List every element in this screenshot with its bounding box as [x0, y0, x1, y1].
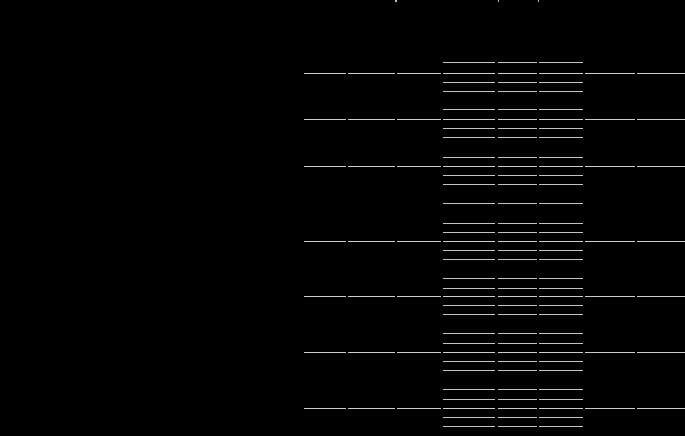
row-separator-rule-segment	[397, 241, 442, 242]
row-separator-rule-segment	[304, 166, 346, 167]
subrow-rule-segment	[539, 82, 583, 83]
row-separator-rule-segment	[539, 166, 583, 167]
row-separator-rule-segment	[443, 296, 496, 297]
subrow-rule-segment	[539, 157, 583, 158]
subrow-rule-segment	[498, 288, 537, 289]
row-separator-rule-segment	[637, 73, 685, 74]
row-separator-rule-segment	[585, 73, 635, 74]
row-separator-rule-segment	[498, 296, 537, 297]
row-separator-rule-segment	[585, 241, 635, 242]
subrow-rule-segment	[498, 157, 537, 158]
subrow-rule-segment	[443, 343, 496, 344]
subrow-rule-segment	[539, 128, 583, 129]
row-separator-rule-segment	[637, 296, 685, 297]
subrow-rule-segment	[498, 278, 537, 279]
subrow-rule-segment	[443, 157, 496, 158]
subrow-rule-segment	[539, 343, 583, 344]
row-separator-rule-segment	[443, 241, 496, 242]
row-separator-rule-segment	[443, 119, 496, 120]
row-separator-rule-segment	[397, 119, 442, 120]
row-separator-rule-segment	[539, 408, 583, 409]
row-separator-rule-segment	[304, 73, 346, 74]
row-separator-rule-segment	[397, 408, 442, 409]
row-separator-rule-segment	[585, 296, 635, 297]
row-separator-rule-segment	[304, 352, 346, 353]
subrow-rule-segment	[498, 361, 537, 362]
subrow-rule-segment	[539, 288, 583, 289]
row-separator-rule-segment	[304, 296, 346, 297]
subrow-rule-segment	[443, 417, 496, 418]
row-separator-rule-segment	[637, 352, 685, 353]
row-separator-rule-segment	[397, 296, 442, 297]
subrow-rule-segment	[498, 203, 537, 204]
subrow-rule-segment	[443, 305, 496, 306]
subrow-rule-segment	[539, 91, 583, 92]
row-separator-rule-segment	[637, 241, 685, 242]
row-separator-rule-segment	[539, 241, 583, 242]
subrow-rule-segment	[498, 184, 537, 185]
row-separator-rule-segment	[443, 352, 496, 353]
subrow-rule-segment	[443, 175, 496, 176]
row-separator-rule-segment	[348, 408, 395, 409]
subrow-rule-segment	[539, 109, 583, 110]
top-edge-tick	[395, 0, 397, 2]
row-separator-rule-segment	[443, 166, 496, 167]
row-separator-rule-segment	[397, 166, 442, 167]
subrow-rule-segment	[498, 128, 537, 129]
subrow-rule-segment	[498, 232, 537, 233]
subrow-rule-segment	[539, 62, 583, 63]
subrow-rule-segment	[539, 223, 583, 224]
subrow-rule-segment	[539, 232, 583, 233]
subrow-rule-segment	[539, 370, 583, 371]
subrow-rule-segment	[443, 62, 496, 63]
subrow-rule-segment	[539, 426, 583, 427]
subrow-rule-segment	[443, 278, 496, 279]
row-separator-rule-segment	[539, 352, 583, 353]
row-separator-rule-segment	[304, 408, 346, 409]
row-separator-rule-segment	[348, 166, 395, 167]
subrow-rule-segment	[443, 314, 496, 315]
subrow-rule-segment	[443, 389, 496, 390]
subrow-rule-segment	[539, 305, 583, 306]
row-separator-rule-segment	[539, 296, 583, 297]
subrow-rule-segment	[498, 399, 537, 400]
subrow-rule-segment	[443, 223, 496, 224]
subrow-rule-segment	[498, 333, 537, 334]
subrow-rule-segment	[443, 361, 496, 362]
row-separator-rule-segment	[637, 408, 685, 409]
row-separator-rule-segment	[348, 73, 395, 74]
row-separator-rule-segment	[443, 73, 496, 74]
subrow-rule-segment	[539, 361, 583, 362]
subrow-rule-segment	[498, 417, 537, 418]
subrow-rule-segment	[443, 128, 496, 129]
subrow-rule-segment	[498, 305, 537, 306]
row-separator-rule-segment	[348, 241, 395, 242]
row-separator-rule-segment	[443, 408, 496, 409]
row-separator-rule-segment	[637, 119, 685, 120]
subrow-rule-segment	[498, 137, 537, 138]
subrow-rule-segment	[443, 288, 496, 289]
subrow-rule-segment	[539, 259, 583, 260]
subrow-rule-segment	[498, 223, 537, 224]
row-separator-rule-segment	[585, 408, 635, 409]
row-separator-rule-segment	[585, 119, 635, 120]
subrow-rule-segment	[443, 232, 496, 233]
row-separator-rule-segment	[304, 241, 346, 242]
subrow-rule-segment	[443, 91, 496, 92]
row-separator-rule-segment	[498, 408, 537, 409]
subrow-rule-segment	[443, 250, 496, 251]
subrow-rule-segment	[539, 250, 583, 251]
subrow-rule-segment	[539, 399, 583, 400]
top-edge-tick	[498, 0, 500, 2]
row-separator-rule-segment	[539, 119, 583, 120]
subrow-rule-segment	[539, 389, 583, 390]
subrow-rule-segment	[498, 314, 537, 315]
subrow-rule-segment	[443, 109, 496, 110]
row-separator-rule-segment	[498, 352, 537, 353]
row-separator-rule-segment	[498, 73, 537, 74]
row-separator-rule-segment	[585, 166, 635, 167]
subrow-rule-segment	[498, 370, 537, 371]
subrow-rule-segment	[498, 175, 537, 176]
row-separator-rule-segment	[397, 352, 442, 353]
subrow-rule-segment	[443, 370, 496, 371]
row-separator-rule-segment	[348, 119, 395, 120]
subrow-rule-segment	[498, 250, 537, 251]
subrow-rule-segment	[539, 203, 583, 204]
subrow-rule-segment	[498, 343, 537, 344]
subrow-rule-segment	[498, 389, 537, 390]
row-separator-rule-segment	[498, 241, 537, 242]
subrow-rule-segment	[539, 137, 583, 138]
row-separator-rule-segment	[637, 166, 685, 167]
subrow-rule-segment	[498, 426, 537, 427]
subrow-rule-segment	[539, 314, 583, 315]
subrow-rule-segment	[443, 426, 496, 427]
subrow-rule-segment	[539, 184, 583, 185]
subrow-rule-segment	[498, 91, 537, 92]
subrow-rule-segment	[443, 137, 496, 138]
subrow-rule-segment	[498, 82, 537, 83]
row-separator-rule-segment	[348, 296, 395, 297]
subrow-rule-segment	[498, 62, 537, 63]
row-separator-rule-segment	[585, 352, 635, 353]
row-separator-rule-segment	[348, 352, 395, 353]
subrow-rule-segment	[498, 109, 537, 110]
top-edge-tick	[538, 0, 540, 2]
subrow-rule-segment	[539, 175, 583, 176]
subrow-rule-segment	[443, 203, 496, 204]
subrow-rule-segment	[443, 184, 496, 185]
subrow-rule-segment	[443, 399, 496, 400]
row-separator-rule-segment	[397, 73, 442, 74]
row-separator-rule-segment	[304, 119, 346, 120]
subrow-rule-segment	[498, 259, 537, 260]
subrow-rule-segment	[443, 333, 496, 334]
subrow-rule-segment	[443, 259, 496, 260]
subrow-rule-segment	[443, 82, 496, 83]
row-separator-rule-segment	[498, 119, 537, 120]
row-separator-rule-segment	[498, 166, 537, 167]
subrow-rule-segment	[539, 417, 583, 418]
row-separator-rule-segment	[539, 73, 583, 74]
subrow-rule-segment	[539, 333, 583, 334]
subrow-rule-segment	[539, 278, 583, 279]
